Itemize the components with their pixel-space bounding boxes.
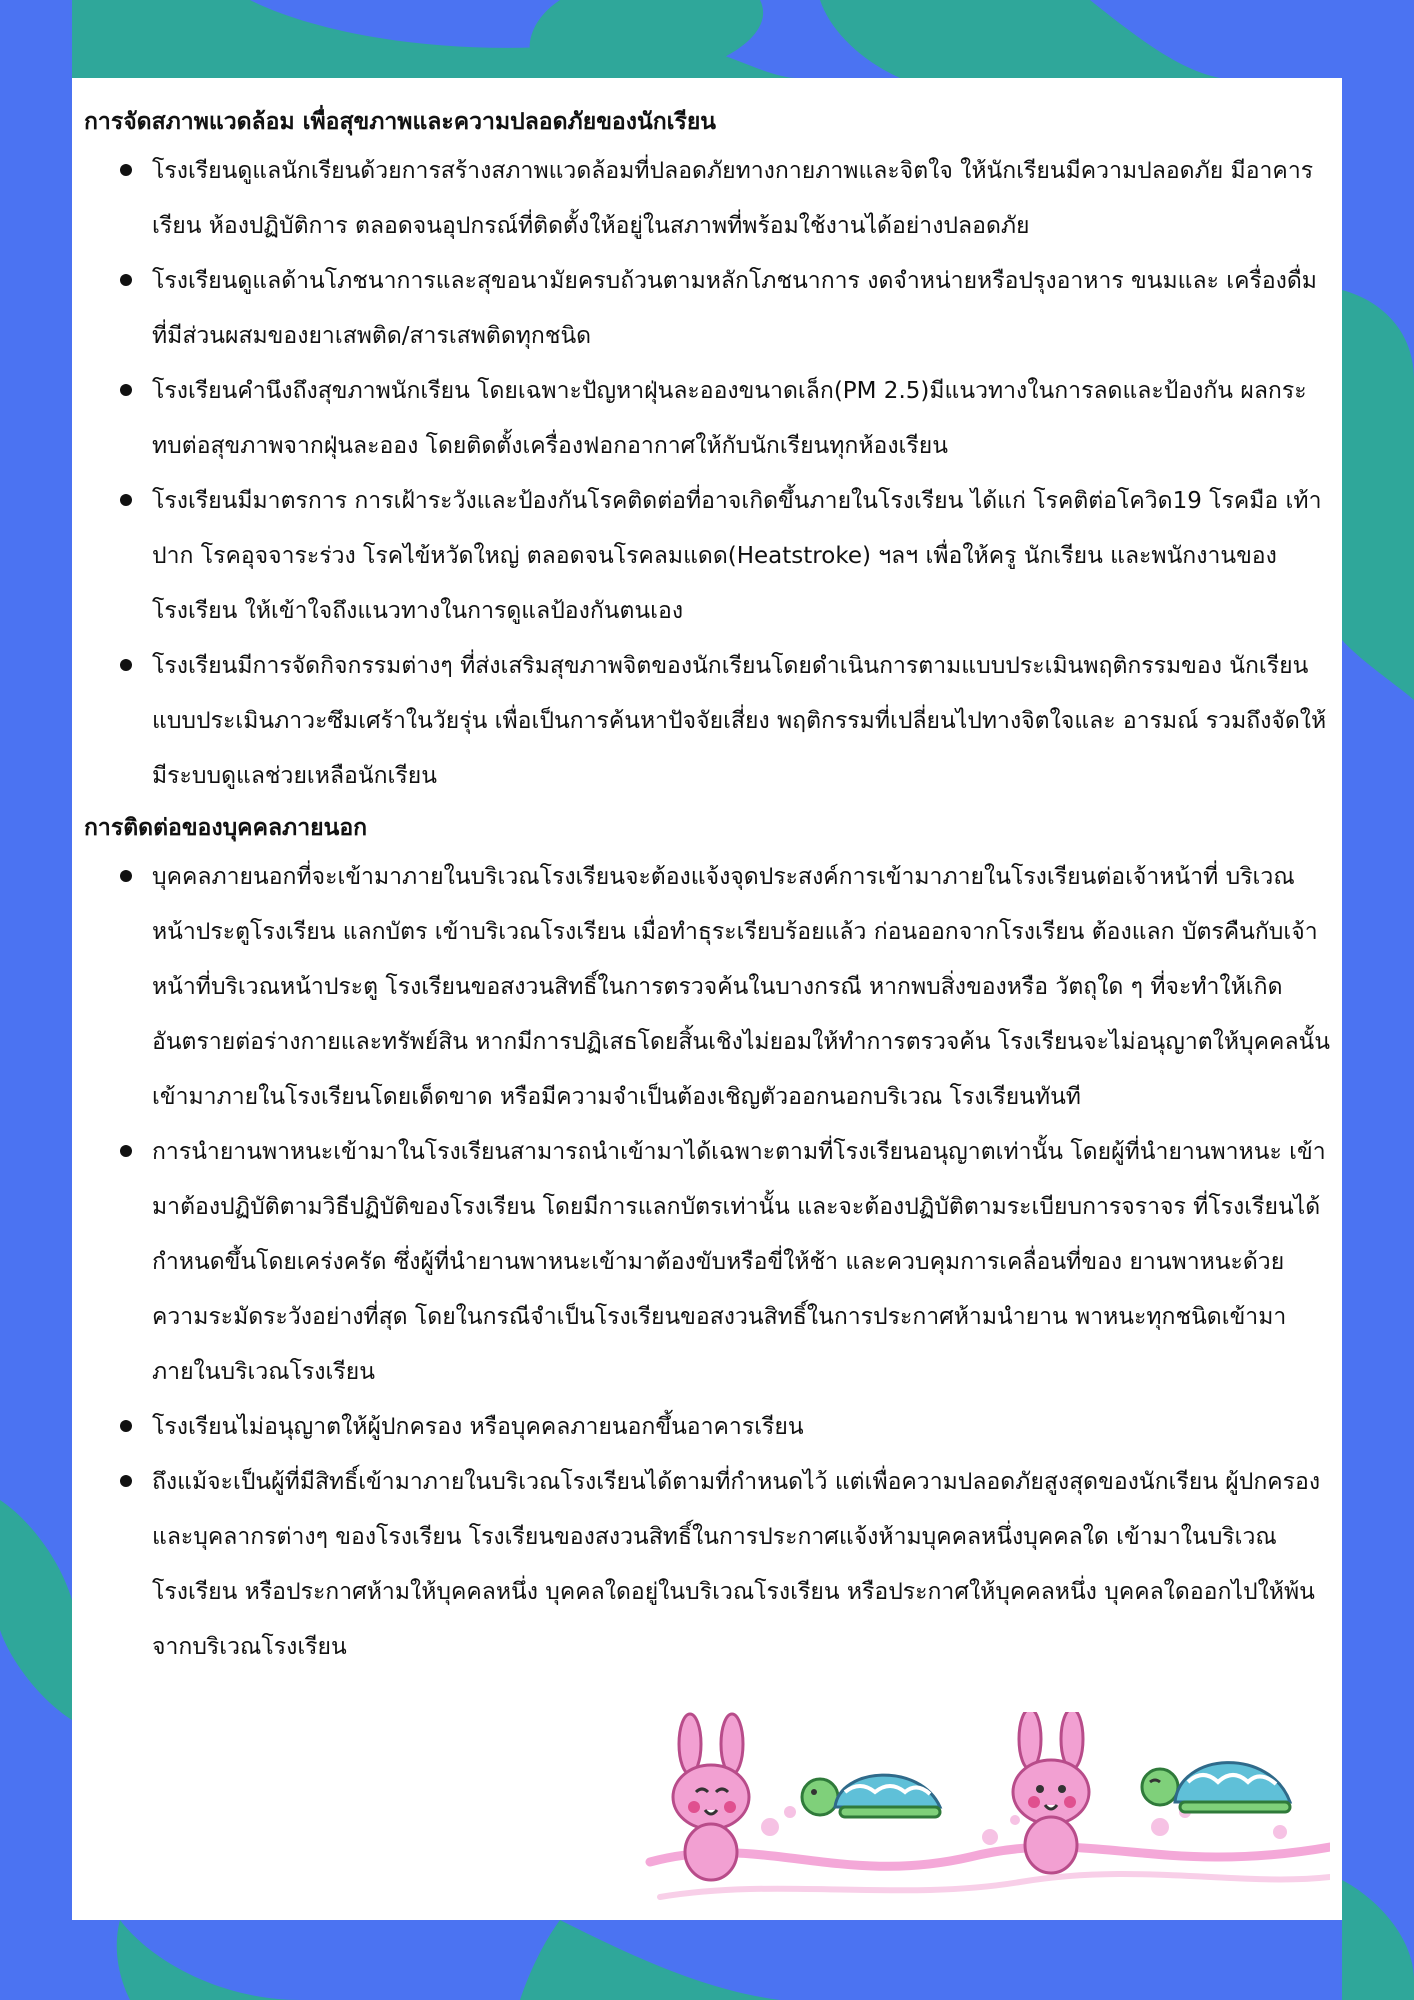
list-item: [84, 474, 1330, 639]
teal-blob-right: [1342, 290, 1414, 700]
list-item-text: โรงเรียนมีมาตรการ การเฝ้าระวังและป้องกันโรคติดต่อที่อาจเกิดขึ้นภายในโรงเรียน ได้แก่ โรคติต่อโควิด19 โรคมือ เท้า ปาก โรคอุจจาระร่วง โรคไข้หวัดใหญ่ ตลอดจนโรคลมแดด(Heatstroke) ฯลฯ เพื่อให้ครู นักเรียน และพนักงานของโรงเรียน ให้เข้าใจถึงแนวทางในการดูแลป้องกันตนเอง: [152, 488, 1322, 624]
section-outsiders: [84, 806, 1330, 1675]
ground-wave-2: [660, 1874, 1330, 1897]
bullet-icon: [120, 1475, 132, 1487]
section-heading: การติดต่อของบุคคลภายนอก: [84, 815, 368, 841]
list-item-text: บุคคลภายนอกที่จะเข้ามาภายในบริเวณโรงเรียนจะต้องแจ้งจุดประสงค์การเข้ามาภายในโรงเรียนต่อเจ้าหน้าที่ บริเวณหน้าประตูโรงเรียน แลกบัตร เข้าบริเวณโรงเรียน เมื่อทำธุระเรียบร้อยแล้ว ก่อนออกจากโรงเรียน ต้องแลก บัตรคืนกับเจ้าหน้าที่บริเวณหน้าประตู โรงเรียนขอสงวนสิทธิ์ในการตรวจค้นในบางกรณี หากพบสิ่งของหรือ วัตถุใด ๆ ที่จะทำให้เกิดอันตรายต่อร่างกายและทรัพย์สิน หากมีการปฏิเสธโดยสิ้นเชิงไม่ยอมให้ทำการตรวจค้น โรงเรียนจะไม่อนุญาตให้บุคคลนั้นเข้ามาภายในโรงเรียนโดยเด็ดขาด หรือมีความจำเป็นต้องเชิญตัวออกนอกบริเวณ โรงเรียนทันที: [152, 864, 1330, 1110]
list-item: [84, 1455, 1330, 1675]
list-item-text: โรงเรียนคำนึงถึงสุขภาพนักเรียน โดยเฉพาะปัญหาฝุ่นละอองขนาดเล็ก(PM 2.5)มีแนวทางในการลดและป้องกัน ผลกระทบต่อสุขภาพจากฝุ่นละออง โดยติดตั้งเครื่องฟอกอากาศให้กับนักเรียนทุกห้องเรียน: [152, 378, 1307, 459]
list-item: [84, 1125, 1330, 1400]
list-item-text: โรงเรียนดูแลด้านโภชนาการและสุขอนามัยครบถ้วนตามหลักโภชนาการ งดจำหน่ายหรือปรุงอาหาร ขนมและ เครื่องดื่มที่มีส่วนผสมของยาเสพติด/สารเสพติดทุกชนิด: [152, 268, 1317, 349]
teal-blob-left: [0, 1500, 72, 1720]
list-item-text: โรงเรียนมีการจัดกิจกรรมต่างๆ ที่ส่งเสริมสุขภาพจิตของนักเรียนโดยดำเนินการตามแบบประเมินพฤติกรรมของ นักเรียน แบบประเมินภาวะซึมเศร้าในวัยรุ่น เพื่อเป็นการค้นหาปัจจัยเสี่ยง พฤติกรรมที่เปลี่ยนไปทางจิตใจและ อารมณ์ รวมถึงจัดให้มีระบบดูแลช่วยเหลือนักเรียน: [152, 653, 1327, 789]
turtle-icon: [1142, 1763, 1290, 1812]
list-item-text: ถึงแม้จะเป็นผู้ที่มีสิทธิ์เข้ามาภายในบริเวณโรงเรียนได้ตามที่กำหนดไว้ แต่เพื่อความปลอดภัยสูงสุดของนักเรียน ผู้ปกครอง และบุคลากรต่างๆ ของโรงเรียน โรงเรียนของสงวนสิทธิ์ในการประกาศแจ้งห้ามบุคคลหนึ่งบุคคลใด เข้ามาในบริเวณโรงเรียน หรือประกาศห้ามให้บุคคลหนึ่ง บุคคลใดอยู่ในบริเวณโรงเรียน หรือประกาศให้บุคคลหนึ่ง บุคคลใดออกไปให้พ้นจากบริเวณโรงเรียน: [152, 1469, 1321, 1660]
bullet-icon: [120, 870, 132, 882]
rabbit-icon: [673, 1714, 749, 1880]
bullet-icon: [120, 384, 132, 396]
list-item-text: การนำยานพาหนะเข้ามาในโรงเรียนสามารถนำเข้ามาได้เฉพาะตามที่โรงเรียนอนุญาตเท่านั้น โดยผู้ที่นำยานพาหนะ เข้ามาต้องปฏิบัติตามวิธีปฏิบัติของโรงเรียน โดยมีการแลกบัตรเท่านั้น และจะต้องปฏิบัติตามระเบียบการจราจร ที่โรงเรียนได้กำหนดขึ้นโดยเคร่งครัด ซึ่งผู้ที่นำยานพาหนะเข้ามาต้องขับหรือขี่ให้ช้า และควบคุมการเคลื่อนที่ของ ยานพาหนะด้วยความระมัดระวังอย่างที่สุด โดยในกรณีจำเป็นโรงเรียนขอสงวนสิทธิ์ในการประกาศห้ามนำยาน พาหนะทุกชนิดเข้ามาภายในบริเวณโรงเรียน: [152, 1139, 1326, 1385]
list-item: [84, 1400, 1330, 1455]
teal-blob-top: [72, 0, 1220, 78]
bullet-icon: [120, 1420, 132, 1432]
bullet-icon: [120, 1145, 132, 1157]
bullet-icon: [120, 494, 132, 506]
list-item: [84, 639, 1330, 804]
list-item-text: โรงเรียนดูแลนักเรียนด้วยการสร้างสภาพแวดล้อมที่ปลอดภัยทางกายภาพและจิตใจ ให้นักเรียนมีความปลอดภัย มีอาคารเรียน ห้องปฏิบัติการ ตลอดจนอุปกรณ์ที่ติดตั้งให้อยู่ในสภาพที่พร้อมใช้งานได้อย่างปลอดภัย: [152, 158, 1314, 239]
section-environment: [84, 100, 1330, 804]
rabbit-icon: [1013, 1712, 1089, 1873]
bullet-icon: [120, 164, 132, 176]
list-item: [84, 364, 1330, 474]
list-item-text: โรงเรียนไม่อนุญาตให้ผู้ปกครอง หรือบุคคลภายนอกขึ้นอาคารเรียน: [152, 1414, 804, 1440]
bullet-icon: [120, 659, 132, 671]
section-heading: การจัดสภาพแวดล้อม เพื่อสุขภาพและความปลอดภัยของนักเรียน: [84, 109, 717, 135]
content-card: [72, 78, 1342, 1920]
bullet-list: [84, 144, 1330, 804]
list-item: [84, 850, 1330, 1125]
list-item: [84, 144, 1330, 254]
list-item: [84, 254, 1330, 364]
ground-wave: [650, 1847, 1330, 1866]
bullet-list: [84, 850, 1330, 1675]
turtle-icon: [802, 1775, 940, 1817]
bullet-icon: [120, 274, 132, 286]
rabbit-turtle-illustration: [640, 1712, 1330, 1912]
